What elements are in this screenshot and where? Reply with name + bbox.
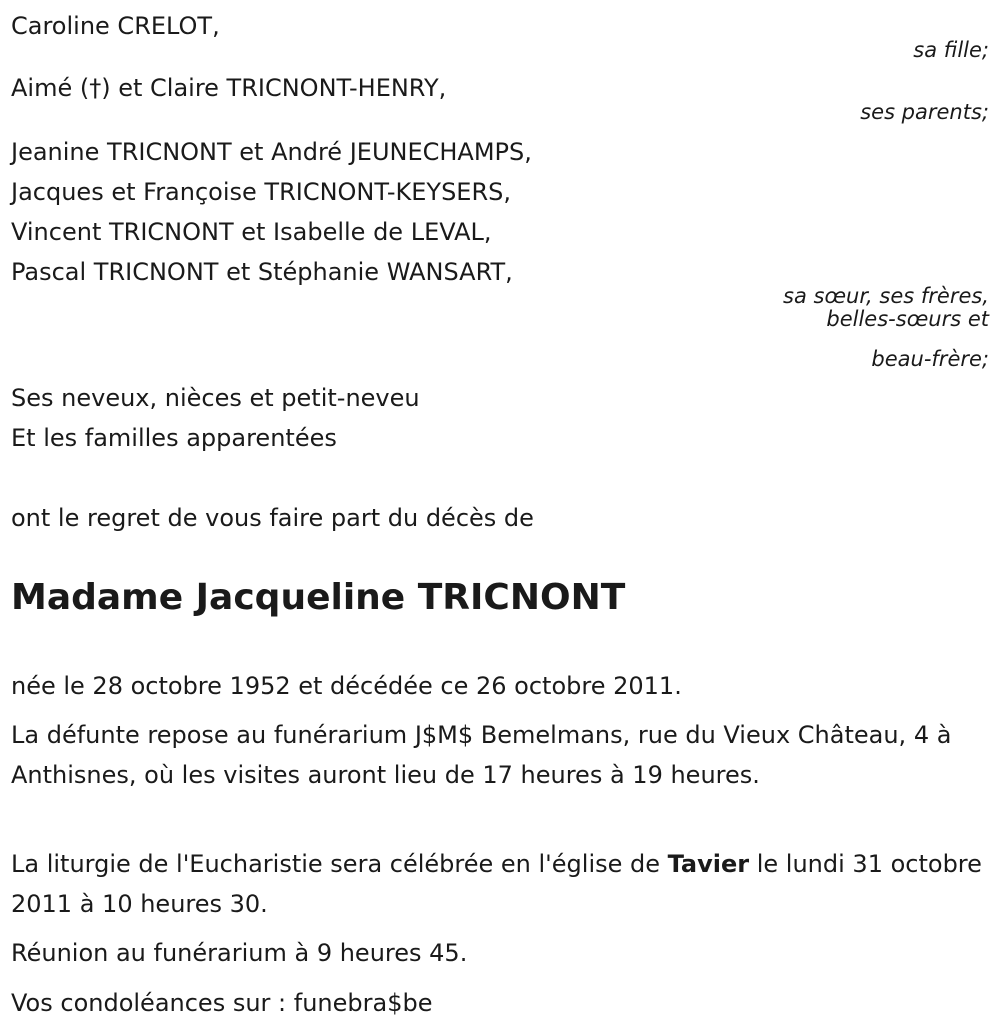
siblings-role-line: beau-frère; [871,347,989,371]
siblings-role-line: sa sœur, ses frères, [783,284,989,308]
relatives-line: Et les familles apparentées [11,424,337,452]
daughter-name: Caroline CRELOT, [11,12,220,40]
parents-name: Aimé (†) et Claire TRICNONT-HENRY, [11,74,447,102]
liturgy-text-end: le lundi 31 octobre 2011 à 10 heures 30. [11,850,982,918]
deceased-name: Madame Jacqueline TRICNONT [11,577,626,618]
siblings-role-line: belles-sœurs et [826,307,989,331]
sibling-line: Pascal TRICNONT et Stéphanie WANSART, [11,258,513,286]
sibling-line: Jacques et Françoise TRICNONT-KEYSERS, [11,178,512,206]
viewing-paragraph: La défunte repose au funérarium J$M$ Bemelmans, rue du Vieux Château, 4 à Anthisnes, où les visites auront lieu de 17 heures à 19 heures. [11,721,952,789]
condolences-paragraph: Vos condoléances sur : funebra$be [11,989,433,1017]
sibling-line: Vincent TRICNONT et Isabelle de LEVAL, [11,218,492,246]
liturgy-text-start: La liturgie de l'Eucharistie sera célébrée en l'église de [11,850,668,878]
parents-role: ses parents; [860,100,989,124]
relatives-line: Ses neveux, nièces et petit-neveu [11,384,420,412]
daughter-role: sa fille; [913,38,989,62]
liturgy-place: Tavier [667,850,750,878]
sibling-line: Jeanine TRICNONT et André JEUNECHAMPS, [11,138,532,166]
dates-paragraph: née le 28 octobre 1952 et décédée ce 26 octobre 2011. [11,672,682,700]
announcement-text: ont le regret de vous faire part du décès de [11,504,534,532]
meeting-paragraph: Réunion au funérarium à 9 heures 45. [11,939,468,967]
liturgy-paragraph [11,844,986,924]
